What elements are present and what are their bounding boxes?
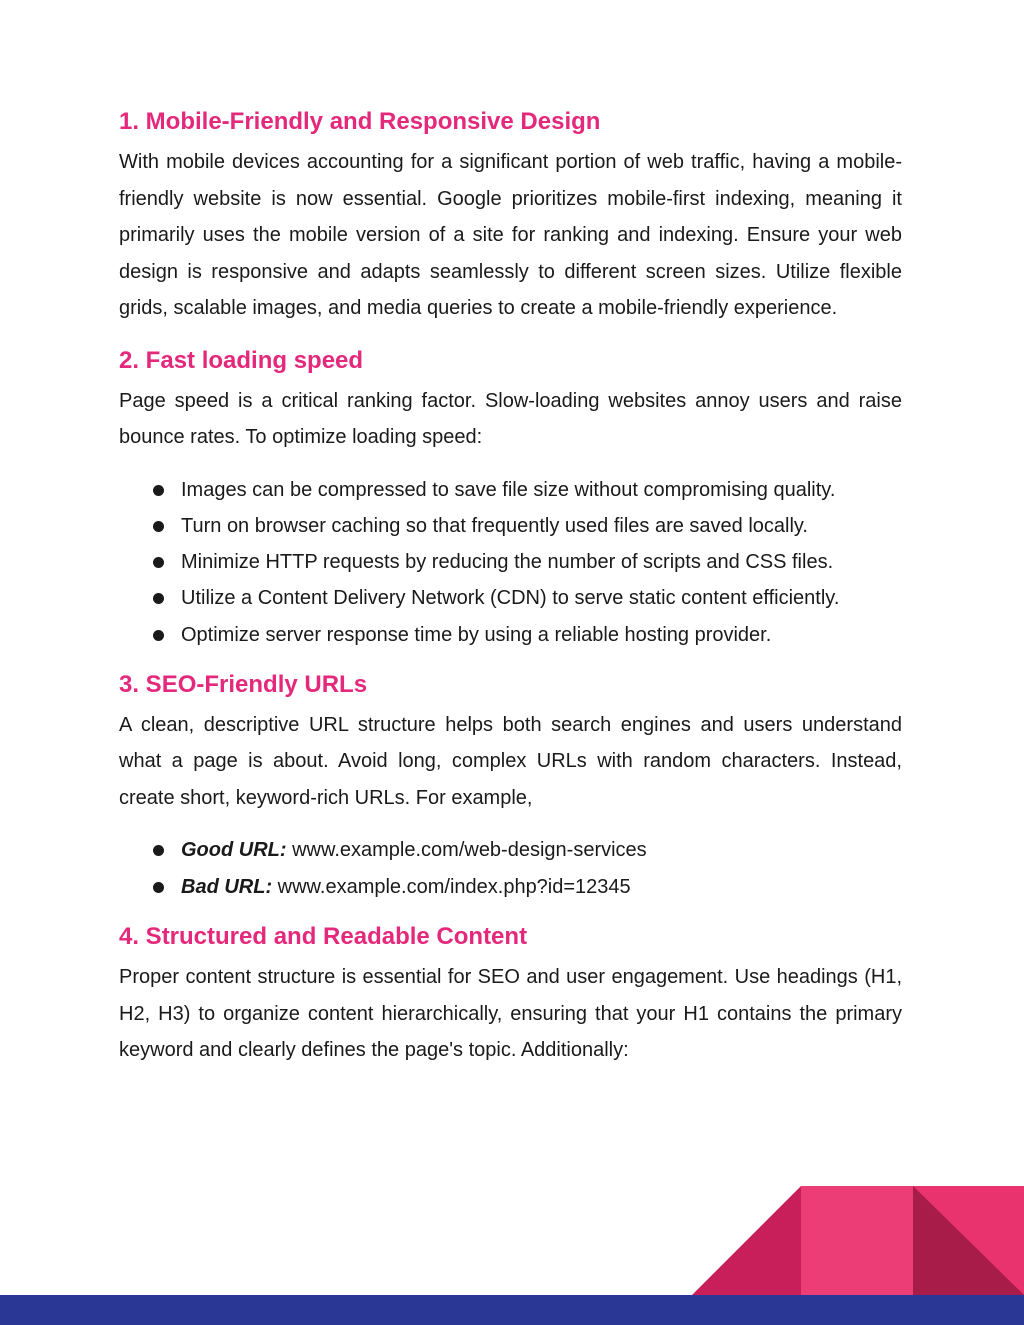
footer-bar bbox=[0, 1295, 1024, 1325]
list-item-text: Utilize a Content Delivery Network (CDN) to serve static content efficiently. bbox=[181, 587, 840, 610]
list-item-text: Turn on browser caching so that frequently used files are saved locally. bbox=[181, 514, 808, 537]
good-url-value: www.example.com/web-design-services bbox=[292, 839, 647, 862]
bad-url-label: Bad URL: bbox=[181, 875, 273, 898]
section-paragraph-mobile-friendly: With mobile devices accounting for a significant portion of web traffic, having a mobile-friendly website is now essential. Google prioritizes mobile-first indexing, meaning it primarily uses the mobile version of a site for ranking and indexing. Ensure your web design is responsive and adapts seamlessly to different screen sizes. Utilize flexible grids, scalable images, and media queries to create a mobile-friendly experience. bbox=[119, 151, 902, 319]
good-url-label: Good URL: bbox=[181, 839, 287, 862]
decor-square bbox=[801, 1186, 913, 1295]
section-heading-loading-speed: 2. Fast loading speed bbox=[119, 346, 364, 374]
list-item-text: Images can be compressed to save file size without compromising quality. bbox=[181, 478, 836, 501]
list-item-text: Minimize HTTP requests by reducing the number of scripts and CSS files. bbox=[181, 551, 834, 574]
section-heading-seo-urls: 3. SEO-Friendly URLs bbox=[119, 670, 368, 698]
list-item-text: Optimize server response time by using a reliable hosting provider. bbox=[181, 623, 772, 646]
bad-url-value: www.example.com/index.php?id=12345 bbox=[277, 875, 631, 898]
section-paragraph-loading-speed: Page speed is a critical ranking factor. Slow-loading websites annoy users and raise bounce rates. To optimize loading speed: bbox=[119, 389, 902, 448]
section-paragraph-seo-urls: A clean, descriptive URL structure helps both search engines and users understand what a page is about. Avoid long, complex URLs with random characters. Instead, create short, keyword-rich URLs. For example, bbox=[119, 713, 902, 809]
section-heading-mobile-friendly: 1. Mobile-Friendly and Responsive Design bbox=[119, 108, 601, 135]
section-paragraph-structured-content: Proper content structure is essential for SEO and user engagement. Use headings (H1, H2, H3) to organize content hierarchically, ensuring that your H1 contains the primary keyword and clearly defines the page's topic. Additionally: bbox=[119, 966, 902, 1062]
decor-triangle bbox=[692, 1186, 801, 1295]
section-heading-structured-content: 4. Structured and Readable Content bbox=[119, 923, 528, 951]
